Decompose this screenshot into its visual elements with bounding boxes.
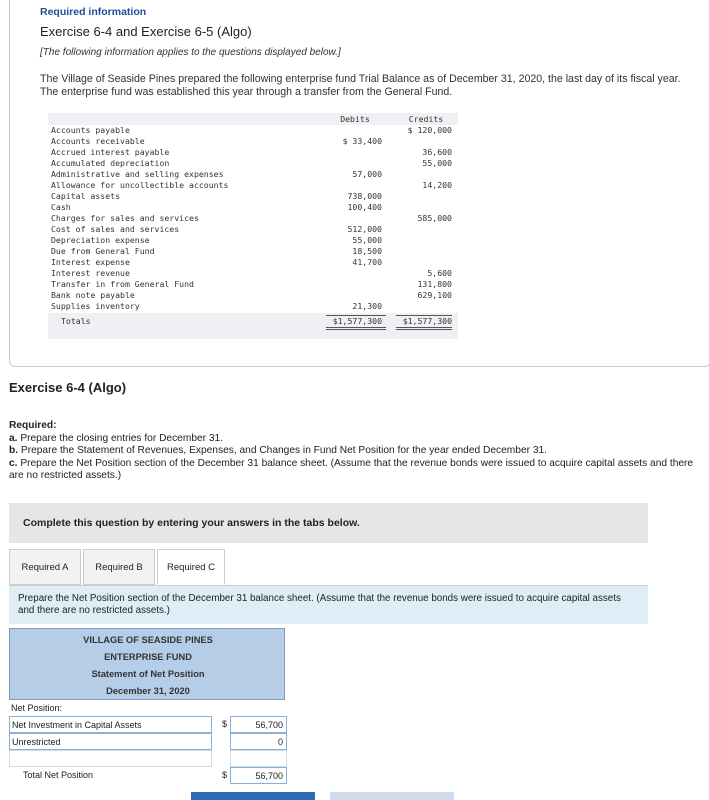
trial-balance-credit: 5,600: [427, 268, 452, 278]
trial-balance-label: Interest revenue: [51, 268, 130, 278]
statement-row: [9, 716, 287, 733]
trial-balance-debit: 21,300: [352, 301, 382, 311]
trial-balance-credit: 36,600: [422, 147, 452, 157]
req-b-letter: b.: [9, 445, 19, 456]
trial-balance-credit: 629,100: [417, 290, 452, 300]
trial-balance-label: Accounts receivable: [51, 136, 145, 146]
totals-label: Totals: [61, 316, 91, 326]
tab-required-a[interactable]: Required A: [9, 549, 81, 585]
statement-date: December 31, 2020: [106, 686, 190, 696]
trial-balance-row: [48, 147, 458, 158]
trial-balance-credit: 131,800: [417, 279, 452, 289]
trial-balance-debit: $ 33,400: [342, 136, 382, 146]
label-input-net-investment[interactable]: Net Investment in Capital Assets: [9, 716, 212, 733]
tab-required-c[interactable]: Required C: [157, 549, 225, 585]
section-title: Exercise 6-4 (Algo): [9, 380, 127, 395]
dollar-sign: $: [222, 719, 228, 729]
trial-balance-debit: 57,000: [352, 169, 382, 179]
label-input-unrestricted[interactable]: Unrestricted: [9, 733, 212, 750]
trial-balance-debit: 41,700: [352, 257, 382, 267]
instruction-panel: [9, 585, 648, 624]
trial-balance-label: Interest expense: [51, 257, 130, 267]
amount-input-blank[interactable]: [230, 750, 287, 767]
complete-bar-text: Complete this question by entering your answers in the tabs below.: [23, 517, 360, 529]
trial-balance-label: Bank note payable: [51, 290, 135, 300]
totals-credit: $1,577,300: [402, 316, 452, 326]
trial-balance-credit: 585,000: [417, 213, 452, 223]
trial-balance-label: Allowance for uncollectible accounts: [51, 180, 229, 190]
trial-balance-row: [48, 191, 458, 202]
trial-balance-row: [48, 268, 458, 279]
trial-balance-row: [48, 257, 458, 268]
trial-balance-row: [48, 136, 458, 147]
req-c-text: Prepare the Net Position section of the December 31 balance sheet. (Assume that the revenue bonds were issued to acquire capital assets and there are no restricted assets.): [9, 457, 694, 481]
debits-header: Debits: [340, 114, 370, 124]
net-position-heading-row: [9, 700, 287, 717]
trial-balance-row: [48, 290, 458, 301]
next-button[interactable]: [330, 792, 454, 800]
prev-button[interactable]: [191, 792, 315, 800]
trial-balance-row: [48, 235, 458, 246]
trial-balance-label: Administrative and selling expenses: [51, 169, 224, 179]
statement-row: [9, 733, 287, 750]
trial-balance-label: Accounts payable: [51, 125, 130, 135]
trial-balance-debit: 55,000: [352, 235, 382, 245]
trial-balance-row: [48, 301, 458, 312]
trial-balance-row: [48, 202, 458, 213]
totals-debit: $1,577,300: [332, 316, 382, 326]
trial-balance-row: [48, 125, 458, 136]
trial-balance-credit: $ 120,000: [407, 125, 452, 135]
exercise-title: Exercise 6-4 and Exercise 6-5 (Algo): [40, 24, 252, 39]
total-amount: 56,700: [230, 767, 287, 784]
req-a-letter: a.: [9, 432, 18, 444]
req-b-text: Prepare the Statement of Revenues, Expenses, and Changes in Fund Net Position for the year ended December 31.: [18, 445, 547, 456]
totals-row: [48, 316, 458, 327]
total-dollar: $: [222, 770, 228, 780]
blank-row: [9, 750, 287, 767]
trial-balance-label: Accumulated depreciation: [51, 158, 170, 168]
statement-header: [9, 628, 285, 700]
trial-balance-debit: 738,000: [347, 191, 382, 201]
trial-balance-label: Depreciation expense: [51, 235, 150, 245]
panel-text: Prepare the Net Position section of the December 31 balance sheet. (Assume that the revenue bonds were issued to acquire capital assets and there are no restricted assets.): [18, 593, 621, 616]
amount-input-unrestricted[interactable]: 0: [230, 733, 287, 750]
required-instructions: [9, 420, 709, 483]
trial-balance-label: Cost of sales and services: [51, 224, 180, 234]
trial-balance-label: Accrued interest payable: [51, 147, 170, 157]
applies-note: [The following information applies to the questions displayed below.]: [40, 47, 341, 58]
trial-balance-row: [48, 224, 458, 235]
amount-input-net-investment[interactable]: 56,700: [230, 716, 287, 733]
req-c-letter: c.: [9, 457, 18, 469]
trial-balance-debit: 18,500: [352, 246, 382, 256]
total-label: Total Net Position: [23, 770, 94, 780]
trial-balance-credit: 55,000: [422, 158, 452, 168]
complete-bar: [9, 503, 648, 543]
trial-balance-row: [48, 169, 458, 180]
required-label: Required:: [9, 420, 57, 431]
intro-text: The Village of Seaside Pines prepared the following enterprise fund Trial Balance as of December 31, 2020, the last day of its fiscal year. The enterprise fund was established this year through a transfer from the General Fund.: [40, 73, 681, 98]
trial-balance-label: Cash: [51, 202, 71, 212]
total-row: [9, 767, 287, 784]
tab-required-b[interactable]: Required B: [83, 549, 155, 585]
trial-balance-row: [48, 158, 458, 169]
trial-balance-debit: 100,400: [347, 202, 382, 212]
trial-balance-label: Transfer in from General Fund: [51, 279, 194, 289]
req-a-text: Prepare the closing entries for December 31.: [17, 432, 224, 444]
required-info-label: Required information: [40, 6, 147, 18]
trial-balance-row: [48, 213, 458, 224]
trial-balance-row: [48, 279, 458, 290]
trial-balance-row: [48, 246, 458, 257]
label-input-blank[interactable]: [9, 750, 212, 767]
trial-balance-credit: 14,200: [422, 180, 452, 190]
trial-balance-label: Charges for sales and services: [51, 213, 199, 223]
credits-header: Credits: [408, 114, 444, 124]
trial-balance-row: [48, 180, 458, 191]
trial-balance-label: Capital assets: [51, 191, 121, 201]
trial-balance-debit: 512,000: [347, 224, 382, 234]
trial-balance-label: Supplies inventory: [51, 301, 140, 311]
net-position-label: Net Position:: [11, 703, 63, 713]
statement-entity: VILLAGE OF SEASIDE PINES: [83, 635, 213, 645]
statement-title: Statement of Net Position: [91, 669, 205, 679]
statement-fund: ENTERPRISE FUND: [104, 652, 192, 662]
trial-balance-label: Due from General Fund: [51, 246, 155, 256]
